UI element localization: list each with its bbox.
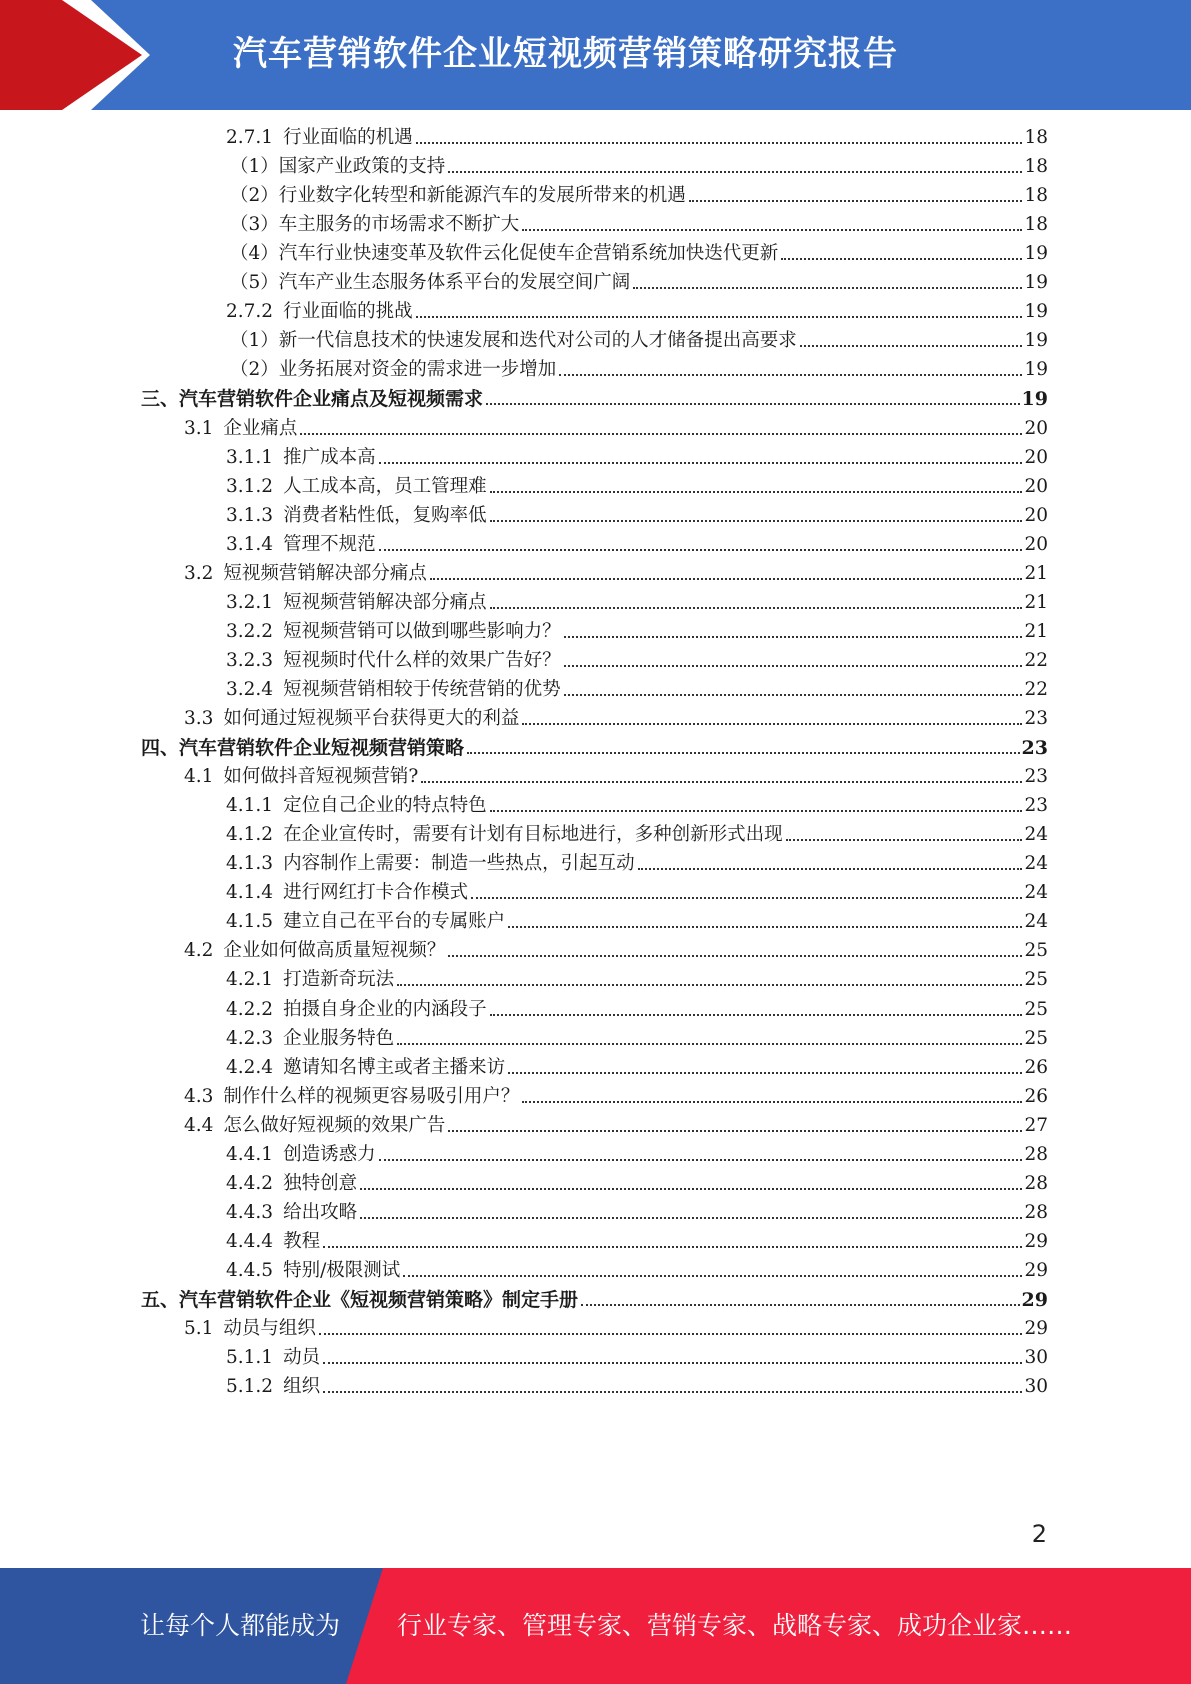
toc-entry-number: 3.1.1 xyxy=(226,446,274,468)
toc-dot-leader xyxy=(403,1275,1022,1277)
toc-entry[interactable] xyxy=(226,902,1048,933)
toc-dot-leader xyxy=(360,1188,1022,1190)
toc-entry-number: 4.4 xyxy=(184,1114,214,1136)
toc-entry-page: 25 xyxy=(1024,940,1048,962)
toc-entry[interactable] xyxy=(226,118,1048,149)
toc-entry[interactable] xyxy=(230,176,1048,207)
toc-dot-leader xyxy=(397,984,1022,986)
toc-entry[interactable] xyxy=(226,815,1048,846)
toc-entry-title: 特别/极限测试 xyxy=(283,1259,401,1281)
toc-entry-number: （2） xyxy=(230,359,279,381)
toc-entry[interactable] xyxy=(226,1367,1048,1398)
toc-entry-page: 22 xyxy=(1024,649,1048,671)
toc-dot-leader xyxy=(581,1304,1020,1306)
toc-entry-page: 22 xyxy=(1024,678,1048,700)
toc-entry-page: 20 xyxy=(1024,533,1048,555)
toc-entry-page: 19 xyxy=(1024,243,1048,265)
toc-entry[interactable] xyxy=(226,960,1048,991)
toc-entry-page: 19 xyxy=(1024,359,1048,381)
toc-entry-page: 24 xyxy=(1024,882,1048,904)
toc-entry-number: 3.1.3 xyxy=(226,504,274,526)
toc-entry-page: 26 xyxy=(1024,1056,1048,1078)
toc-entry-title: 怎么做好短视频的效果广告 xyxy=(223,1114,446,1136)
toc-entry-title: 拍摄自身企业的内涵段子 xyxy=(283,998,487,1020)
toc-dot-leader xyxy=(564,636,1023,638)
toc-entry-page: 21 xyxy=(1024,562,1048,584)
toc-entry[interactable] xyxy=(230,147,1048,178)
toc-dot-leader xyxy=(490,810,1023,812)
toc-entry-title: 给出攻略 xyxy=(283,1201,358,1223)
toc-entry[interactable] xyxy=(226,612,1048,643)
toc-dot-leader xyxy=(397,1043,1022,1045)
toc-entry-title: 企业痛点 xyxy=(223,417,298,439)
toc-dot-leader xyxy=(421,781,1022,783)
toc-entry-number: 4.1.1 xyxy=(226,795,274,817)
toc-entry-number: 五、 xyxy=(141,1289,180,1311)
toc-entry[interactable] xyxy=(226,583,1048,614)
toc-entry[interactable] xyxy=(141,1280,1048,1311)
toc-entry-title: 汽车产业生态服务体系平台的发展空间广阔 xyxy=(278,272,631,294)
toc-entry-number: 3.2.4 xyxy=(226,678,274,700)
toc-entry[interactable] xyxy=(184,1309,1048,1340)
toc-entry-page: 27 xyxy=(1024,1114,1048,1136)
toc-entry-number: 2.7.1 xyxy=(226,127,274,148)
toc-entry-page: 20 xyxy=(1024,446,1048,468)
toc-dot-leader xyxy=(689,200,1023,202)
toc-entry[interactable] xyxy=(226,844,1048,875)
toc-entry-page: 19 xyxy=(1024,301,1048,323)
toc-entry[interactable] xyxy=(184,931,1048,962)
toc-entry-page: 19 xyxy=(1024,330,1048,352)
toc-entry-page: 24 xyxy=(1024,853,1048,875)
toc-entry-page: 28 xyxy=(1024,1201,1048,1223)
toc-dot-leader xyxy=(323,1246,1022,1248)
footer-slogan-left: 让每个人都能成为 xyxy=(140,1611,341,1640)
toc-dot-leader xyxy=(800,345,1023,347)
toc-entry-page: 20 xyxy=(1024,417,1048,439)
toc-entry-title: 建立自己在平台的专属账户 xyxy=(283,911,506,933)
toc-entry[interactable] xyxy=(184,699,1048,730)
toc-entry-page: 28 xyxy=(1024,1143,1048,1165)
toc-entry-number: 4.4.3 xyxy=(226,1201,274,1223)
toc-entry-title: 如何通过短视频平台获得更大的利益 xyxy=(223,708,520,729)
page-footer xyxy=(0,1568,1191,1684)
toc-entry-page: 29 xyxy=(1024,1259,1048,1281)
toc-entry-number: 4.2.4 xyxy=(226,1056,274,1078)
toc-entry-number: 4.1.5 xyxy=(226,911,274,933)
toc-entry-title: 定位自己企业的特点特色 xyxy=(283,795,487,817)
toc-entry[interactable] xyxy=(230,234,1048,265)
toc-entry-title: 短视频营销相较于传统营销的优势 xyxy=(283,678,561,700)
toc-entry[interactable] xyxy=(226,786,1048,817)
header-arrow-red xyxy=(0,0,142,110)
toc-entry-page: 29 xyxy=(1024,1318,1048,1340)
toc-dot-leader xyxy=(448,1130,1022,1132)
toc-dot-leader xyxy=(416,316,1023,318)
toc-entry[interactable] xyxy=(230,205,1048,236)
toc-dot-leader xyxy=(508,926,1022,928)
toc-entry-page: 23 xyxy=(1024,795,1048,817)
toc-entry[interactable] xyxy=(141,728,1048,759)
toc-entry-number: 3.1 xyxy=(184,417,214,439)
toc-dot-leader xyxy=(522,723,1022,725)
toc-entry-title: 车主服务的市场需求不断扩大 xyxy=(278,214,520,236)
toc-entry[interactable] xyxy=(226,292,1048,323)
toc-entry-number: 4.4.1 xyxy=(226,1143,274,1165)
toc-entry[interactable] xyxy=(226,1048,1048,1079)
toc-entry[interactable] xyxy=(226,525,1048,556)
toc-entry-page: 26 xyxy=(1024,1085,1048,1107)
toc-entry-number: 三、 xyxy=(141,388,180,411)
toc-entry-page: 23 xyxy=(1024,708,1048,729)
toc-entry[interactable] xyxy=(226,1135,1048,1166)
toc-entry-title: 国家产业政策的支持 xyxy=(278,156,446,178)
report-title: 汽车营销软件企业短视频营销策略研究报告 xyxy=(233,34,898,74)
toc-entry-page: 18 xyxy=(1024,127,1048,148)
toc-entry-title: 短视频时代什么样的效果广告好？ xyxy=(283,649,561,671)
toc-entry-page: 30 xyxy=(1024,1376,1048,1398)
toc-dot-leader xyxy=(522,1101,1022,1103)
toc-entry-page: 25 xyxy=(1024,1027,1048,1049)
toc-entry-title: 人工成本高，员工管理难 xyxy=(283,475,487,497)
toc-entry-title: 管理不规范 xyxy=(283,533,376,555)
toc-entry-title: 行业数字化转型和新能源汽车的发展所带来的机遇 xyxy=(278,185,686,207)
toc-entry-title: 新一代信息技术的快速发展和迭代对公司的人才储备提出高要求 xyxy=(278,330,797,352)
toc-dot-leader xyxy=(430,578,1023,580)
toc-dot-leader xyxy=(323,1362,1022,1364)
toc-entry-page: 21 xyxy=(1024,620,1048,642)
toc-entry-number: 4.2.3 xyxy=(226,1027,274,1049)
toc-entry[interactable] xyxy=(226,1019,1048,1050)
toc-dot-leader xyxy=(490,520,1023,522)
toc-entry[interactable] xyxy=(226,496,1048,527)
toc-entry[interactable] xyxy=(226,990,1048,1021)
toc-entry-page: 30 xyxy=(1024,1347,1048,1369)
toc-entry-page: 29 xyxy=(1024,1230,1048,1252)
toc-entry-title: 短视频营销解决部分痛点 xyxy=(283,591,487,613)
toc-entry-page: 24 xyxy=(1024,824,1048,846)
toc-entry-number: 4.4.4 xyxy=(226,1230,274,1252)
toc-entry-page: 19 xyxy=(1021,388,1048,411)
toc-dot-leader xyxy=(467,752,1020,754)
toc-dot-leader xyxy=(471,897,1022,899)
toc-entry-number: 3.2 xyxy=(184,562,214,584)
toc-entry-number: 4.4.5 xyxy=(226,1259,274,1281)
toc-entry-number: 5.1.1 xyxy=(226,1347,274,1369)
toc-entry-number: 5.1.2 xyxy=(226,1376,274,1398)
toc-entry-title: 进行网红打卡合作模式 xyxy=(283,882,469,904)
toc-entry-title: 短视频营销可以做到哪些影响力？ xyxy=(283,620,561,642)
toc-entry-title: 业务拓展对资金的需求进一步增加 xyxy=(278,359,557,381)
toc-entry-title: 组织 xyxy=(283,1376,321,1398)
toc-entry-page: 20 xyxy=(1024,475,1048,497)
toc-entry[interactable] xyxy=(141,379,1048,410)
toc-entry[interactable] xyxy=(226,873,1048,904)
toc-entry[interactable] xyxy=(184,554,1048,585)
toc-entry[interactable] xyxy=(184,757,1048,788)
toc-entry-title: 打造新奇玩法 xyxy=(283,969,395,991)
toc-entry-title: 如何做抖音短视频营销? xyxy=(223,766,419,788)
toc-entry-title: 内容制作上需要：制造一些热点，引起互动 xyxy=(283,853,635,875)
toc-entry-number: 4.1.3 xyxy=(226,853,274,875)
toc-entry-title: 短视频营销解决部分痛点 xyxy=(223,562,427,584)
toc-dot-leader xyxy=(781,258,1022,260)
toc-dot-leader xyxy=(448,171,1022,173)
toc-entry-title: 邀请知名博主或者主播来访 xyxy=(283,1056,506,1078)
toc-entry-page: 25 xyxy=(1024,969,1048,991)
toc-entry-page: 23 xyxy=(1021,737,1048,760)
toc-entry-number: 四、 xyxy=(141,737,180,760)
toc-entry[interactable] xyxy=(230,321,1048,352)
toc-entry-title: 汽车营销软件企业痛点及短视频需求 xyxy=(179,388,484,411)
toc-dot-leader xyxy=(379,549,1023,551)
toc-entry-title: 制作什么样的视频更容易吸引用户？ xyxy=(223,1085,520,1107)
toc-dot-leader xyxy=(522,229,1022,231)
toc-dot-leader xyxy=(319,1333,1023,1335)
toc-entry-title: 动员与组织 xyxy=(223,1318,316,1340)
toc-entry[interactable] xyxy=(184,1077,1048,1108)
toc-entry-number: 4.1 xyxy=(184,766,214,788)
toc-entry-title: 行业面临的挑战 xyxy=(283,301,413,323)
toc-entry-number: （4） xyxy=(230,243,279,265)
toc-entry-number: （2） xyxy=(230,185,279,207)
toc-entry-title: 独特创意 xyxy=(283,1172,358,1194)
toc-entry-title: 汽车营销软件企业《短视频营销策略》制定手册 xyxy=(179,1289,579,1311)
toc-entry-number: 4.2.2 xyxy=(226,998,274,1020)
toc-dot-leader xyxy=(564,665,1023,667)
toc-entry-title: 企业服务特色 xyxy=(283,1027,395,1049)
toc-entry-title: 汽车行业快速变革及软件云化促使车企营销系统加快迭代更新 xyxy=(278,243,779,265)
toc-entry-number: 3.3 xyxy=(184,708,214,729)
toc-entry-number: （1） xyxy=(230,330,279,352)
toc-entry-page: 25 xyxy=(1024,998,1048,1020)
toc-dot-leader xyxy=(633,287,1022,289)
toc-entry-number: 3.1.4 xyxy=(226,533,274,555)
toc-entry-page: 24 xyxy=(1024,911,1048,933)
toc-entry-page: 18 xyxy=(1024,214,1048,236)
toc-dot-leader xyxy=(300,433,1022,435)
toc-dot-leader xyxy=(490,491,1023,493)
toc-entry-number: 2.7.2 xyxy=(226,301,274,323)
toc-dot-leader xyxy=(379,462,1023,464)
toc-dot-leader xyxy=(486,403,1020,405)
toc-entry-number: 4.3 xyxy=(184,1085,214,1107)
toc-entry-number: 4.1.2 xyxy=(226,824,274,846)
page-number: 2 xyxy=(1031,1520,1047,1548)
toc-entry[interactable] xyxy=(226,1251,1048,1282)
toc-dot-leader xyxy=(559,374,1022,376)
toc-entry-page: 29 xyxy=(1021,1289,1048,1311)
toc-entry[interactable] xyxy=(226,467,1048,498)
toc-entry[interactable] xyxy=(226,1193,1048,1224)
toc-entry-number: （1） xyxy=(230,156,279,178)
toc-dot-leader xyxy=(564,694,1023,696)
toc-entry-title: 汽车营销软件企业短视频营销策略 xyxy=(179,737,465,760)
toc-entry-page: 18 xyxy=(1024,156,1048,178)
toc-entry-page: 28 xyxy=(1024,1172,1048,1194)
toc-entry[interactable] xyxy=(230,263,1048,294)
toc-entry-title: 动员 xyxy=(283,1347,321,1369)
toc-entry-number: 3.2.3 xyxy=(226,649,274,671)
toc-entry-title: 企业如何做高质量短视频？ xyxy=(223,940,446,962)
toc-entry-title: 推广成本高 xyxy=(283,446,376,468)
toc-entry-title: 教程 xyxy=(283,1230,321,1252)
toc-entry-page: 19 xyxy=(1024,272,1048,294)
toc-dot-leader xyxy=(490,607,1023,609)
toc-entry[interactable] xyxy=(184,1106,1048,1137)
toc-entry[interactable] xyxy=(230,350,1048,381)
toc-dot-leader xyxy=(323,1391,1022,1393)
toc-dot-leader xyxy=(638,868,1023,870)
toc-entry-number: 3.2.1 xyxy=(226,591,274,613)
toc-entry-title: 在企业宣传时，需要有计划有目标地进行，多种创新形式出现 xyxy=(283,824,783,846)
toc-entry-title: 创造诱惑力 xyxy=(283,1143,376,1165)
toc-entry-number: 5.1 xyxy=(184,1318,214,1340)
toc-entry-number: 4.2.1 xyxy=(226,969,274,991)
toc-entry[interactable] xyxy=(226,670,1048,701)
toc-dot-leader xyxy=(786,839,1023,841)
page-header xyxy=(0,0,1191,110)
toc-entry-number: 3.2.2 xyxy=(226,620,274,642)
toc-entry-number: 4.4.2 xyxy=(226,1172,274,1194)
toc-entry-number: 4.1.4 xyxy=(226,882,274,904)
toc-entry-title: 行业面临的机遇 xyxy=(283,127,413,148)
toc-dot-leader xyxy=(416,142,1023,144)
toc-entry-title: 消费者粘性低，复购率低 xyxy=(283,504,487,526)
footer-slogan-right: 行业专家、管理专家、营销专家、战略专家、成功企业家…… xyxy=(397,1611,1073,1640)
toc-entry-page: 23 xyxy=(1024,766,1048,788)
toc-entry[interactable] xyxy=(226,1222,1048,1253)
toc-dot-leader xyxy=(508,1072,1022,1074)
toc-entry[interactable] xyxy=(226,641,1048,672)
toc-entry[interactable] xyxy=(226,1164,1048,1195)
toc-entry-page: 18 xyxy=(1024,185,1048,207)
toc-dot-leader xyxy=(379,1159,1023,1161)
toc-dot-leader xyxy=(490,1014,1023,1016)
toc-entry-number: 3.1.2 xyxy=(226,475,274,497)
toc-dot-leader xyxy=(448,955,1022,957)
toc-entry[interactable] xyxy=(226,438,1048,469)
toc-entry-number: 4.2 xyxy=(184,940,214,962)
toc-entry-number: （5） xyxy=(230,272,279,294)
toc-entry[interactable] xyxy=(226,1338,1048,1369)
toc-entry-page: 21 xyxy=(1024,591,1048,613)
toc-dot-leader xyxy=(360,1217,1022,1219)
toc-entry-number: （3） xyxy=(230,214,279,236)
toc-entry-page: 20 xyxy=(1024,504,1048,526)
toc-entry[interactable] xyxy=(184,409,1048,440)
